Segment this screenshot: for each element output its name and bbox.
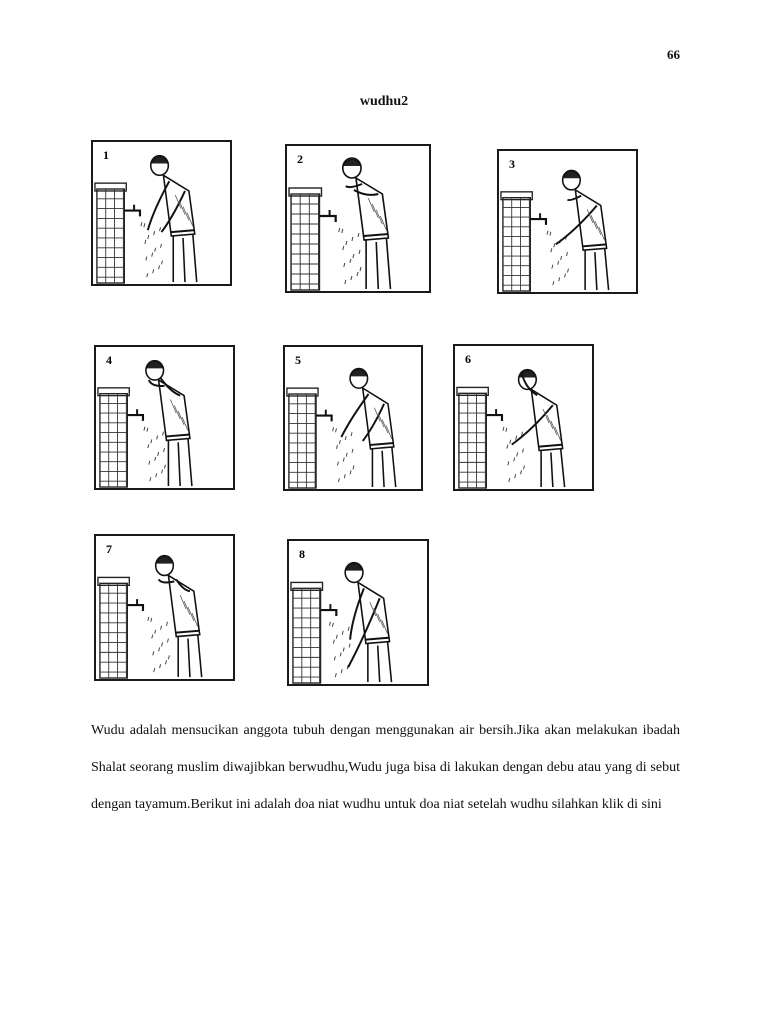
wudhu-step-panel [94, 534, 235, 681]
step-illustration [455, 346, 592, 489]
step-number: 2 [297, 152, 303, 166]
wudhu-step-panel [497, 149, 638, 294]
step-illustration [287, 146, 429, 291]
step-illustration [285, 347, 421, 489]
step-illustration [96, 536, 233, 679]
step-number: 5 [295, 353, 301, 367]
step-illustration [93, 142, 230, 284]
wudhu-step-panel [91, 140, 232, 286]
step-illustration [289, 541, 427, 684]
page-number: 66 [667, 47, 680, 62]
step-number: 4 [106, 353, 112, 367]
step-number: 6 [465, 352, 471, 366]
wudhu-step-panel [453, 344, 594, 491]
wudhu-step-panel [285, 144, 431, 293]
wudhu-step-panel [287, 539, 429, 686]
step-illustration [499, 151, 636, 292]
step-number: 7 [106, 542, 112, 556]
step-number: 3 [509, 157, 515, 171]
wudhu-step-panel [94, 345, 235, 490]
step-illustration [96, 347, 233, 488]
body-paragraph: Wudu adalah mensucikan anggota tubuh dengan menggunakan air bersih.Jika akan melakukan ibadah Shalat seorang muslim diwajibkan berwudhu,Wudu juga bisa di lakukan dengan debu atau yang di sebut dengan tayamum.Berikut ini adalah doa niat wudhu untuk doa niat setelah wudhu silahkan klik di sini [91, 723, 680, 812]
wudhu-step-panel [283, 345, 423, 491]
step-number: 1 [103, 148, 109, 162]
page-title: wudhu2 [359, 94, 409, 109]
step-number: 8 [299, 547, 305, 561]
